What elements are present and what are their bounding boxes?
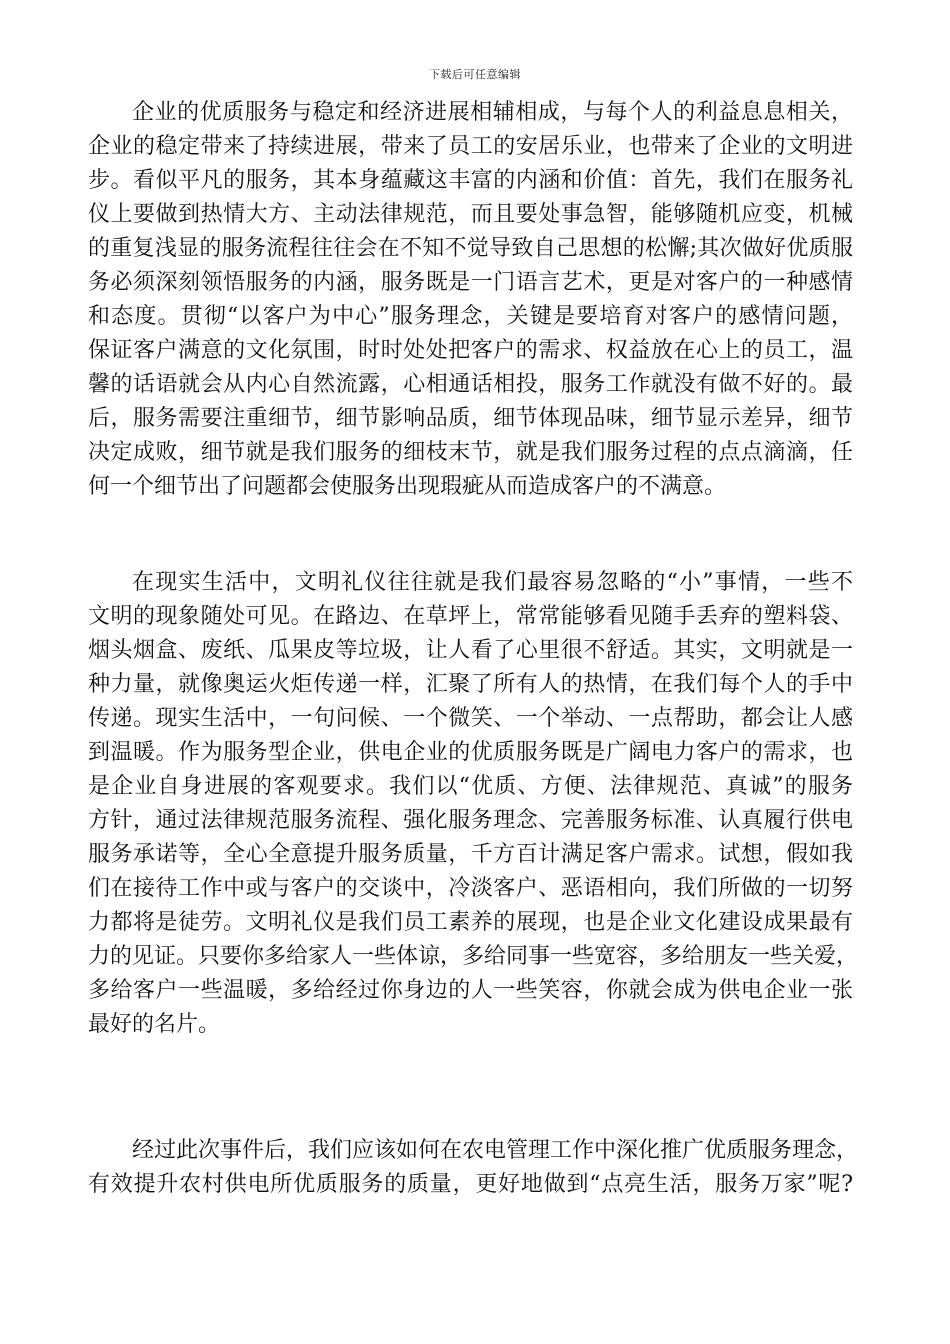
page-header: 下载后可任意编辑 <box>429 68 521 81</box>
paragraph-line: 馨的话语就会从内心自然流露，心相通话相投，服务工作就没有做不好的。最 <box>88 372 853 397</box>
paragraph-line: 方针，通过法律规范服务流程、强化服务理念、完善服务标准、认真履行供电 <box>88 808 853 833</box>
paragraph-line: 何一个细节出了问题都会使服务出现瑕疵从而造成客户的不满意。 <box>88 474 727 499</box>
paragraph-line: 的重复浅显的服务流程往往会在不知不觉导致自己思想的松懈;其次做好优质服 <box>88 236 853 261</box>
paragraph-line: 们在接待工作中或与客户的交谈中，冷淡客户、恶语相向，我们所做的一切努 <box>88 876 853 901</box>
paragraph-line: 服务承诺等，全心全意提升服务质量，千方百计满足客户需求。试想，假如我 <box>88 842 853 867</box>
paragraph-line: 力都将是徒劳。文明礼仪是我们员工素养的展现，也是企业文化建设成果最有 <box>88 910 853 935</box>
paragraph-line: 后，服务需要注重细节，细节影响品质，细节体现品味，细节显示差异，细节 <box>88 406 853 431</box>
paragraph-line: 最好的名片。 <box>88 1012 221 1037</box>
paragraph-line: 决定成败，细节就是我们服务的细枝末节，就是我们服务过程的点点滴滴，任 <box>88 440 853 465</box>
paragraph-line: 到温暖。作为服务型企业，供电企业的优质服务既是广阔电力客户的需求，也 <box>88 740 853 765</box>
paragraph-2 <box>88 566 859 1042</box>
paragraph-line: 传递。现实生活中，一句问候、一个微笑、一个举动、一点帮助，都会让人感 <box>88 706 853 731</box>
paragraph-line: 文明的现象随处可见。在路边、在草坪上，常常能够看见随手丢弃的塑料袋、 <box>88 604 853 629</box>
paragraph-line: 企业的优质服务与稳定和经济进展相辅相成，与每个人的利益息息相关， <box>132 100 853 125</box>
paragraph-line: 步。看似平凡的服务，其本身蕴藏这丰富的内涵和价值：首先，我们在服务礼 <box>88 168 853 193</box>
paragraph-line: 企业的稳定带来了持续进展，带来了员工的安居乐业，也带来了企业的文明进 <box>88 134 853 159</box>
paragraph-line: 和态度。贯彻“以客户为中心”服务理念，关键是要培育对客户的感情问题， <box>88 304 853 329</box>
paragraph-line: 力的见证。只要你多给家人一些体谅，多给同事一些宽容，多给朋友一些关爱， <box>88 944 859 969</box>
paragraph-line: 在现实生活中，文明礼仪往往就是我们最容易忽略的“小”事情，一些不 <box>132 570 853 595</box>
paragraph-1 <box>88 96 853 504</box>
paragraph-line: 多给客户一些温暖，多给经过你身边的人一些笑容，你就会成为供电企业一张 <box>88 978 853 1003</box>
paragraph-3 <box>88 1134 859 1202</box>
paragraph-line: 务必须深刻领悟服务的内涵，服务既是一门语言艺术，更是对客户的一种感情 <box>88 270 853 295</box>
paragraph-line: 仪上要做到热情大方、主动法律规范，而且要处事急智，能够随机应变，机械 <box>88 202 853 227</box>
paragraph-line: 有效提升农村供电所优质服务的质量，更好地做到“点亮生活，服务万家”呢? <box>88 1172 853 1197</box>
paragraph-line: 种力量，就像奥运火炬传递一样，汇聚了所有人的热情，在我们每个人的手中 <box>88 672 853 697</box>
paragraph-line: 是企业自身进展的客观要求。我们以“优质、方便、法律规范、真诚”的服务 <box>88 774 853 799</box>
paragraph-line: 烟头烟盒、废纸、瓜果皮等垃圾，让人看了心里很不舒适。其实，文明就是一 <box>88 638 853 663</box>
paragraph-line: 保证客户满意的文化氛围，时时处处把客户的需求、权益放在心上的员工，温 <box>88 338 853 363</box>
paragraph-line: 经过此次事件后，我们应该如何在农电管理工作中深化推广优质服务理念， <box>132 1138 859 1163</box>
